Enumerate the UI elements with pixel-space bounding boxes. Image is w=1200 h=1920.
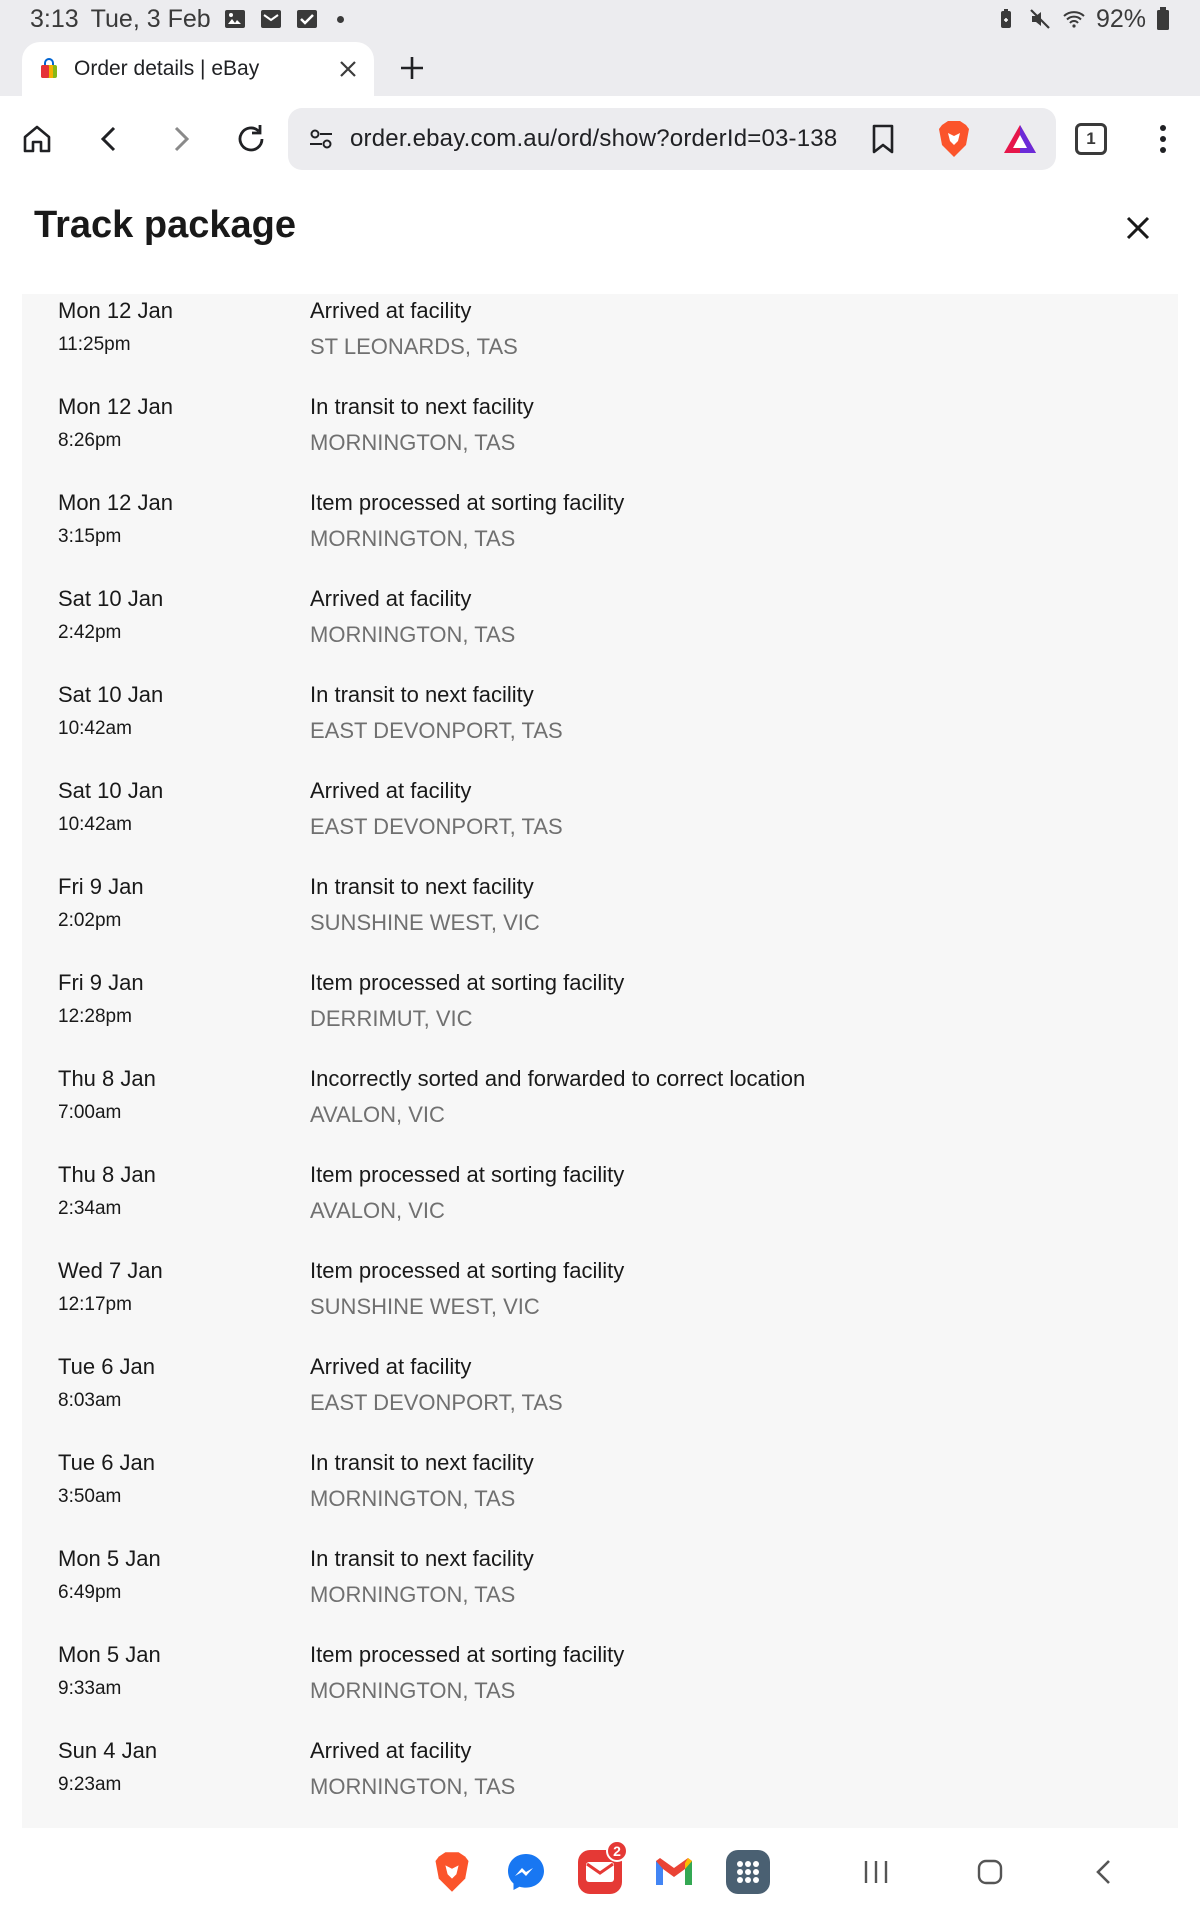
event-date: Sat 10 Jan [58, 586, 164, 611]
tracking-event [22, 1350, 1178, 1446]
event-status: Item processed at sorting facility [310, 970, 625, 995]
event-time: 2:42pm [58, 622, 122, 643]
event-time: 2:02pm [58, 910, 122, 931]
browser-tab[interactable] [22, 42, 374, 96]
mail-app-button[interactable] [576, 1843, 624, 1896]
back-arrow-icon [94, 124, 124, 154]
event-date: Mon 12 Jan [58, 298, 173, 323]
brave-rewards-icon[interactable] [1002, 123, 1038, 155]
event-status: Item processed at sorting facility [310, 1258, 625, 1283]
mail-notification-icon [259, 7, 283, 31]
plus-icon [399, 55, 425, 81]
event-time: 8:03am [58, 1390, 122, 1411]
event-status: In transit to next facility [310, 394, 534, 419]
event-time: 12:17pm [58, 1294, 132, 1315]
event-time: 11:25pm [58, 334, 131, 355]
event-location: MORNINGTON, TAS [310, 1486, 516, 1511]
event-location: AVALON, VIC [310, 1198, 445, 1223]
tracking-event [22, 486, 1178, 582]
event-time: 8:26pm [58, 430, 122, 451]
clock: 3:13 [30, 4, 79, 33]
battery-icon [1156, 7, 1170, 31]
event-time: 3:50am [58, 1486, 122, 1507]
event-time: 10:42am [58, 718, 132, 739]
event-location: MORNINGTON, TAS [310, 1678, 516, 1703]
back-nav-icon [1093, 1858, 1115, 1886]
event-status: Arrived at facility [310, 298, 472, 323]
event-location: MORNINGTON, TAS [310, 1582, 516, 1607]
event-time: 10:42am [58, 814, 132, 835]
tracking-event [22, 678, 1178, 774]
event-status: Arrived at facility [310, 1354, 472, 1379]
page-title: Track package [34, 204, 296, 246]
event-time: 12:28pm [58, 1006, 132, 1027]
tracking-event [22, 870, 1178, 966]
event-time: 3:15pm [58, 526, 122, 547]
event-time: 9:23am [58, 1774, 122, 1795]
url-text[interactable]: order.ebay.com.au/ord/show?orderId=03-138 [350, 125, 838, 152]
event-location: ST LEONARDS, TAS [310, 334, 518, 359]
forward-arrow-icon [166, 124, 196, 154]
home-nav-icon [976, 1858, 1004, 1886]
tab-close-icon[interactable] [338, 59, 358, 79]
ebay-favicon-icon [38, 58, 60, 80]
gmail-icon [653, 1855, 695, 1889]
mail-badge: 2 [606, 1840, 628, 1862]
event-date: Thu 8 Jan [58, 1066, 156, 1091]
reload-button[interactable] [226, 114, 276, 164]
status-bar [0, 0, 1200, 38]
tracking-event [22, 1542, 1178, 1638]
address-bar[interactable] [288, 108, 1056, 170]
event-location: SUNSHINE WEST, VIC [310, 1294, 540, 1319]
event-time: 6:49pm [58, 1582, 122, 1603]
event-status: Arrived at facility [310, 1738, 472, 1763]
event-status: Arrived at facility [310, 586, 472, 611]
event-date: Sat 10 Jan [58, 682, 164, 707]
tab-switcher-button[interactable] [1066, 114, 1116, 164]
brave-shields-icon[interactable] [936, 119, 972, 159]
tab-strip [0, 38, 1200, 96]
recents-icon [862, 1859, 890, 1885]
event-status: Item processed at sorting facility [310, 490, 625, 515]
event-location: EAST DEVONPORT, TAS [310, 718, 563, 743]
event-date: Sat 10 Jan [58, 778, 164, 803]
tracking-event [22, 1638, 1178, 1734]
tracking-event [22, 1062, 1178, 1158]
event-status: In transit to next facility [310, 1546, 534, 1571]
check-notification-icon [295, 7, 319, 31]
event-status: In transit to next facility [310, 1450, 534, 1475]
more-notifications-dot [337, 16, 344, 23]
tab-count: 1 [1075, 123, 1107, 155]
bookmark-icon[interactable] [870, 124, 896, 154]
event-status: Item processed at sorting facility [310, 1642, 625, 1667]
event-location: DERRIMUT, VIC [310, 1006, 473, 1031]
site-settings-icon[interactable] [308, 126, 334, 152]
back-button[interactable] [84, 114, 134, 164]
event-status: Arrived at facility [310, 778, 472, 803]
tracking-event [22, 1446, 1178, 1542]
browser-toolbar [0, 96, 1200, 182]
brave-app-button[interactable] [428, 1848, 476, 1896]
apps-grid-icon [724, 1848, 772, 1896]
event-date: Wed 7 Jan [58, 1258, 163, 1283]
battery-percent: 92% [1095, 4, 1146, 33]
event-time: 2:34am [58, 1198, 122, 1219]
tracking-event [22, 390, 1178, 486]
mute-icon [1028, 7, 1052, 31]
event-location: MORNINGTON, TAS [310, 526, 516, 551]
messenger-app-button[interactable] [502, 1848, 550, 1896]
event-location: SUNSHINE WEST, VIC [310, 910, 540, 935]
status-date: Tue, 3 Feb [90, 4, 211, 33]
new-tab-button[interactable] [392, 48, 432, 88]
home-icon [21, 123, 53, 155]
tracking-event [22, 294, 1178, 390]
gallery-notification-icon [223, 7, 247, 31]
close-icon [1125, 215, 1151, 241]
brave-app-icon [432, 1850, 472, 1894]
tracking-event [22, 582, 1178, 678]
forward-button[interactable] [156, 114, 206, 164]
android-nav-bar [0, 1828, 1200, 1920]
event-date: Sun 4 Jan [58, 1738, 158, 1763]
recent-apps-button[interactable] [852, 1848, 900, 1896]
event-location: MORNINGTON, TAS [310, 1774, 516, 1799]
app-drawer-button[interactable] [724, 1848, 772, 1896]
event-location: AVALON, VIC [310, 1102, 445, 1127]
event-date: Fri 9 Jan [58, 970, 144, 995]
home-button[interactable] [12, 114, 62, 164]
event-location: MORNINGTON, TAS [310, 622, 516, 647]
event-location: EAST DEVONPORT, TAS [310, 814, 563, 839]
event-date: Mon 12 Jan [58, 394, 173, 419]
event-date: Tue 6 Jan [58, 1354, 156, 1379]
reload-icon [234, 122, 268, 156]
event-status: Item processed at sorting facility [310, 1162, 625, 1187]
event-location: EAST DEVONPORT, TAS [310, 1390, 563, 1415]
battery-saver-icon [994, 7, 1018, 31]
more-vert-icon [1158, 124, 1168, 154]
event-location: MORNINGTON, TAS [310, 430, 516, 455]
event-date: Mon 5 Jan [58, 1546, 161, 1571]
gmail-app-button[interactable] [650, 1848, 698, 1896]
event-status: In transit to next facility [310, 874, 534, 899]
tab-title: Order details | eBay [74, 57, 260, 80]
close-button[interactable] [1114, 204, 1162, 252]
event-date: Mon 12 Jan [58, 490, 173, 515]
tracking-event [22, 966, 1178, 1062]
event-time: 9:33am [58, 1678, 122, 1699]
modal-header [0, 182, 1200, 294]
menu-button[interactable] [1138, 114, 1188, 164]
event-time: 7:00am [58, 1102, 122, 1123]
back-nav-button[interactable] [1080, 1848, 1128, 1896]
event-date: Fri 9 Jan [58, 874, 144, 899]
event-status: Incorrectly sorted and forwarded to correct location [310, 1066, 806, 1091]
wifi-icon [1062, 7, 1086, 31]
event-date: Thu 8 Jan [58, 1162, 156, 1187]
home-nav-button[interactable] [966, 1848, 1014, 1896]
messenger-icon [505, 1851, 547, 1893]
tracking-event [22, 1254, 1178, 1350]
tracking-event [22, 774, 1178, 870]
event-date: Mon 5 Jan [58, 1642, 161, 1667]
tracking-event [22, 1734, 1178, 1828]
event-status: In transit to next facility [310, 682, 534, 707]
tracking-history [22, 294, 1178, 1828]
event-date: Tue 6 Jan [58, 1450, 156, 1475]
tracking-event [22, 1158, 1178, 1254]
